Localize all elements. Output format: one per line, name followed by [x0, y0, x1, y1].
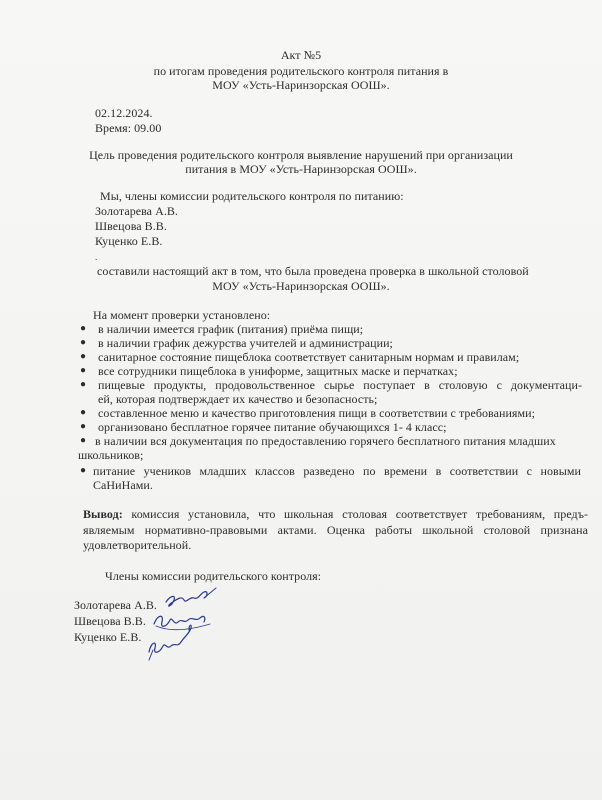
commission-member: Куценко Е.В.	[95, 234, 163, 248]
finding-item: в наличии имеется график (питания) приёма пищи;	[98, 322, 364, 336]
conclusion-line3: удовлетворительной.	[83, 538, 192, 552]
finding-item: все сотрудники пищеблока в униформе, защитных маске и перчатках;	[98, 364, 458, 378]
purpose-line2: питания в МОУ «Усть-Наринзорская ООШ».	[185, 162, 417, 176]
conclusion-text: комиссия установила, что школьная столовая соответствует требованиям, предъ-	[122, 507, 588, 521]
act-time: Время: 09.00	[95, 121, 162, 135]
bullet-icon: ●	[80, 351, 87, 362]
bullet-icon: ●	[80, 435, 87, 446]
finding-item: в наличии график дежурства учителей и администрации;	[98, 336, 393, 350]
finding-item: санитарное состояние пищеблока соответствует санитарным нормам и правилам;	[98, 350, 520, 364]
conclusion-line2: являемым нормативно-правовыми актами. Оценка работы школьной столовой признана	[83, 523, 588, 537]
finding-item: организовано бесплатное горячее питание обучающихся 1- 4 класс;	[98, 420, 447, 434]
conclusion-label: Вывод:	[83, 507, 123, 521]
findings-intro: На момент проверки установлено:	[93, 308, 271, 322]
bullet-icon: ●	[80, 323, 87, 334]
finding-item-continuation: СаНиНами.	[93, 478, 153, 492]
act-subtitle-line1: по итогам проведения родительского контроля питания в	[153, 64, 449, 78]
statement-line2: МОУ «Усть-Наринзорская ООШ».	[212, 279, 390, 293]
finding-item-continuation: ей, которая подтверждает их качество и безопасность;	[98, 392, 378, 406]
signature-member-name: Золотарева А.В.	[74, 598, 157, 612]
finding-item: составленное меню и качество приготовления пищи в соответствии с требованиями;	[98, 406, 535, 420]
commission-dot: .	[95, 252, 98, 262]
bullet-icon: ●	[80, 421, 87, 432]
act-title: Акт №5	[280, 48, 322, 62]
bullet-icon: ●	[80, 379, 87, 390]
purpose-line1: Цель проведения родительского контроля выявление нарушений при организации	[89, 148, 513, 162]
finding-item: в наличии вся документация по предоставлению горячего бесплатного питания младших	[95, 434, 556, 448]
finding-item-continuation: школьников;	[78, 448, 144, 462]
commission-member: Швецова В.В.	[95, 219, 167, 233]
handwritten-signature-3	[145, 620, 200, 662]
commission-member: Золотарева А.В.	[95, 204, 178, 218]
bullet-icon: ●	[80, 407, 87, 418]
commission-intro: Мы, члены комиссии родительского контроля по питанию:	[100, 189, 404, 203]
signatures-heading: Члены комиссии родительского контроля:	[105, 569, 322, 583]
finding-item: пищевые продукты, продовольственное сырье поступает в столовую с документаци-	[98, 378, 582, 392]
bullet-icon: ●	[80, 465, 87, 476]
statement-line1: составили настоящий акт в том, что была проведена проверка в школьной столовой	[97, 264, 529, 278]
signature-member-name: Швецова В.В.	[74, 614, 146, 628]
act-date: 02.12.2024.	[95, 106, 153, 120]
finding-item: питание учеников младших классов разведено по времени в соответствии с новыми	[93, 464, 581, 478]
conclusion-line1	[83, 507, 588, 521]
bullet-icon: ●	[80, 365, 87, 376]
act-subtitle-line2: МОУ «Усть-Наринзорская ООШ».	[212, 78, 390, 92]
signature-member-name: Куценко Е.В.	[74, 630, 142, 644]
bullet-icon: ●	[80, 337, 87, 348]
